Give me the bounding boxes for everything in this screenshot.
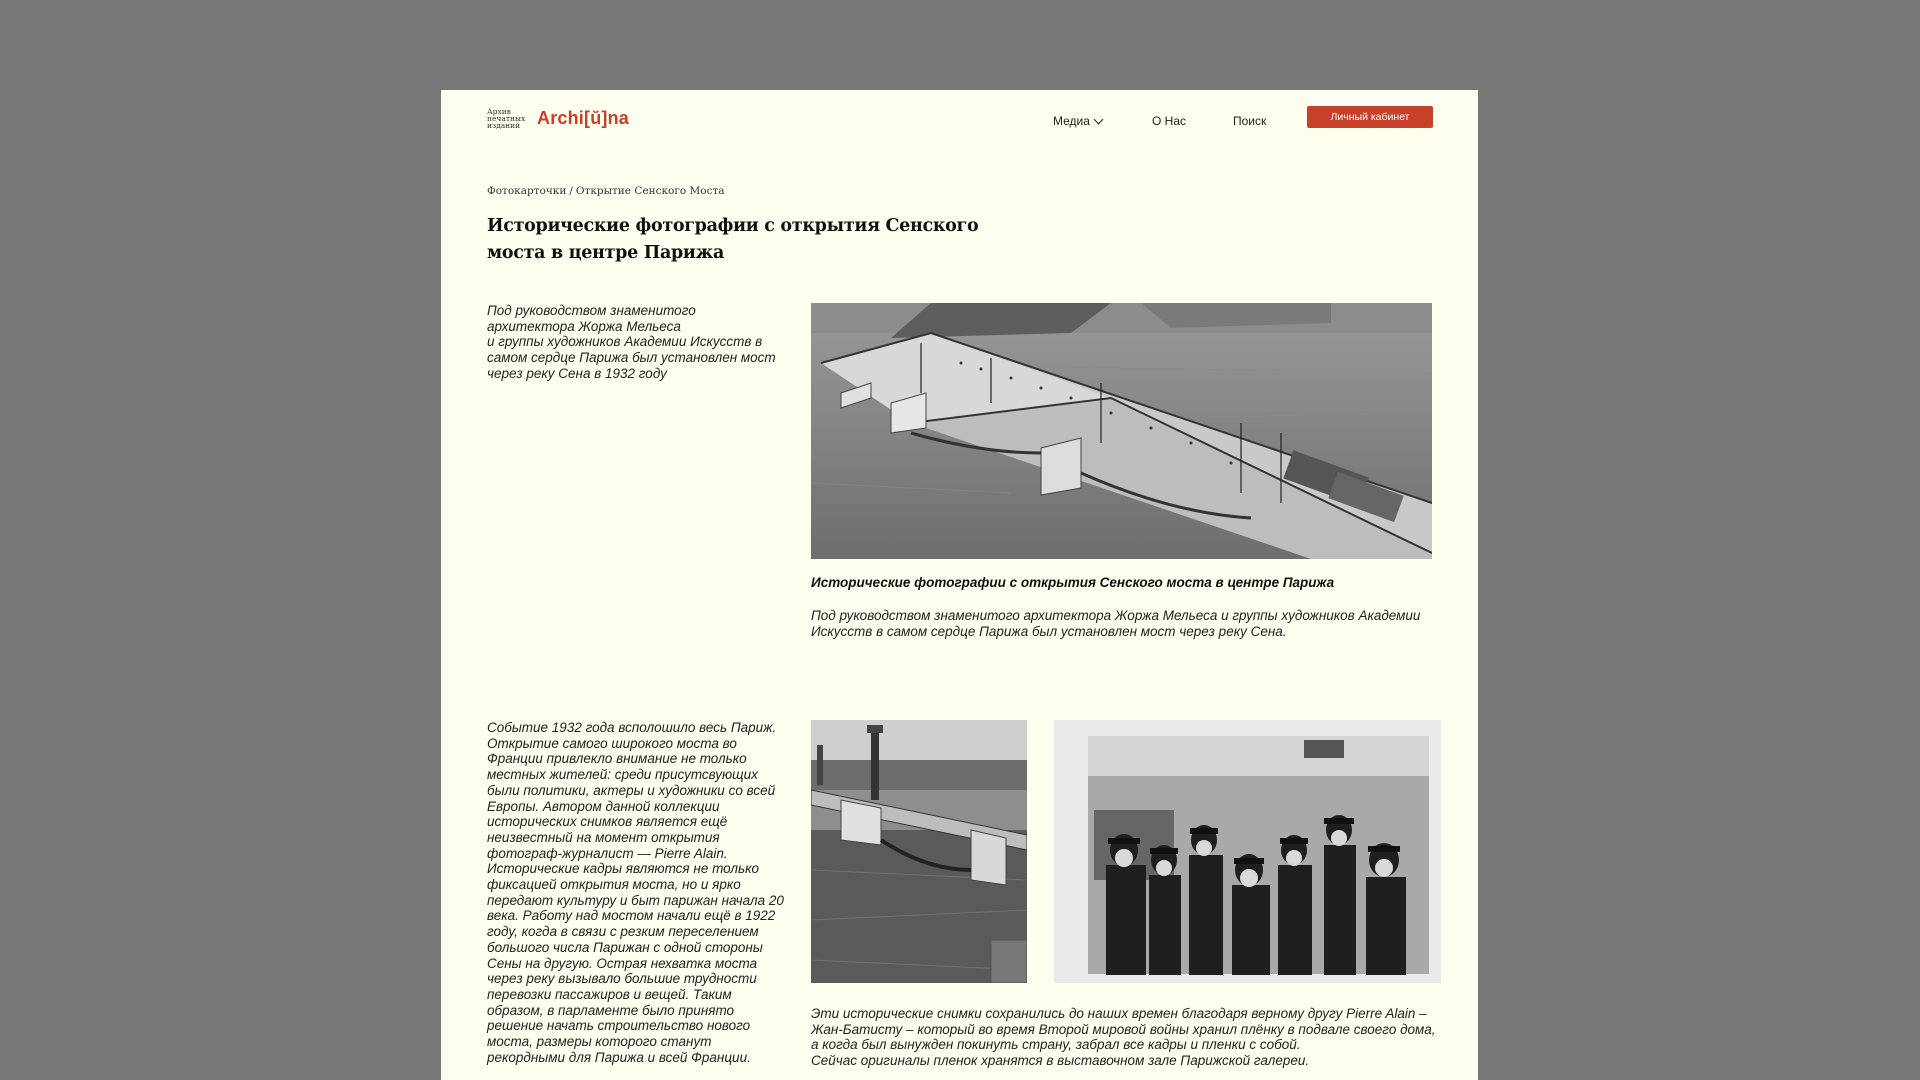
- site-logo[interactable]: [487, 108, 629, 129]
- body-text: Событие 1932 года всполошило весь Париж. Открытие самого широкого моста во Франции привлекло внимание не только местных жителей: среди присутсвующих были политики, актеры и художники со всей Европы. Автором данной коллекции исторических снимков является ещё неизвестный на момент открытия фотограф-журналист — Pierre Alain. Исторические кадры являются не только фиксацией открытия моста, но и ярко передают культуру и быт парижан начала 20 века. Работу над мостом начали ещё в 1922 году, когда в связи с резким переселением большого числа Парижан с одной стороны Сены на другую. Острая нехватка моста через реку вызывало большие трудности перевозки пассажиров и вещей. Таким образом, в парламенте было принято решение начать строительство нового моста, размеры которого станут рекордными для Парижа и всей Франции.: [487, 720, 784, 1065]
- main-photo-caption-text: Под руководством знаменитого архитектора Жоржа Мельеса и группы художников Академии Искусств в самом сердце Парижа был установлен мост через реку Сена.: [811, 608, 1421, 639]
- bridge-column-photo: [811, 720, 1027, 983]
- nav-about[interactable]: О Нас: [1152, 114, 1187, 128]
- photos-note-text: Эти исторические снимки сохранились до наших времен благодаря верному другу Pierre Alain – Жан-Батисту – который во время Второй мировой войны хранил плёнку в подвале своего дома, а когда был вынужден покинуть страну, забрал все кадры и пленки с собой. Сейчас оригиналы пленок хранятся в выставочном зале Парижской галереи.: [811, 1006, 1436, 1069]
- breadcrumb: [487, 185, 725, 197]
- main-bridge-photo: [811, 303, 1432, 559]
- breadcrumb-separator: /: [569, 185, 573, 197]
- personal-account-button[interactable]: Личный кабинет: [1307, 106, 1433, 128]
- intro-text: Под руководством знаменитого архитектора Жоржа Мельеса и группы художников Академии Искусств в самом сердце Парижа был установлен мост через реку Сена в 1932 году: [487, 303, 776, 381]
- breadcrumb-parent[interactable]: Фотокарточки: [487, 185, 567, 197]
- breadcrumb-current: Открытие Сенского Моста: [575, 185, 725, 197]
- crowd-photo: [1054, 720, 1441, 983]
- page: [441, 90, 1478, 1080]
- logo-wordmark: Archi[ŭ]na: [537, 108, 629, 128]
- nav-search[interactable]: Поиск: [1233, 114, 1267, 128]
- page-title: Исторические фотографии с открытия Сенского моста в центре Парижа: [487, 216, 979, 263]
- main-photo-caption-title: Исторические фотографии с открытия Сенского моста в центре Парижа: [811, 575, 1335, 590]
- logo-subtitle: Архив печатных изданий: [487, 107, 526, 130]
- chevron-down-icon: [1093, 114, 1103, 124]
- nav-media[interactable]: [1053, 114, 1102, 128]
- nav-media-label: Медиа: [1053, 114, 1090, 128]
